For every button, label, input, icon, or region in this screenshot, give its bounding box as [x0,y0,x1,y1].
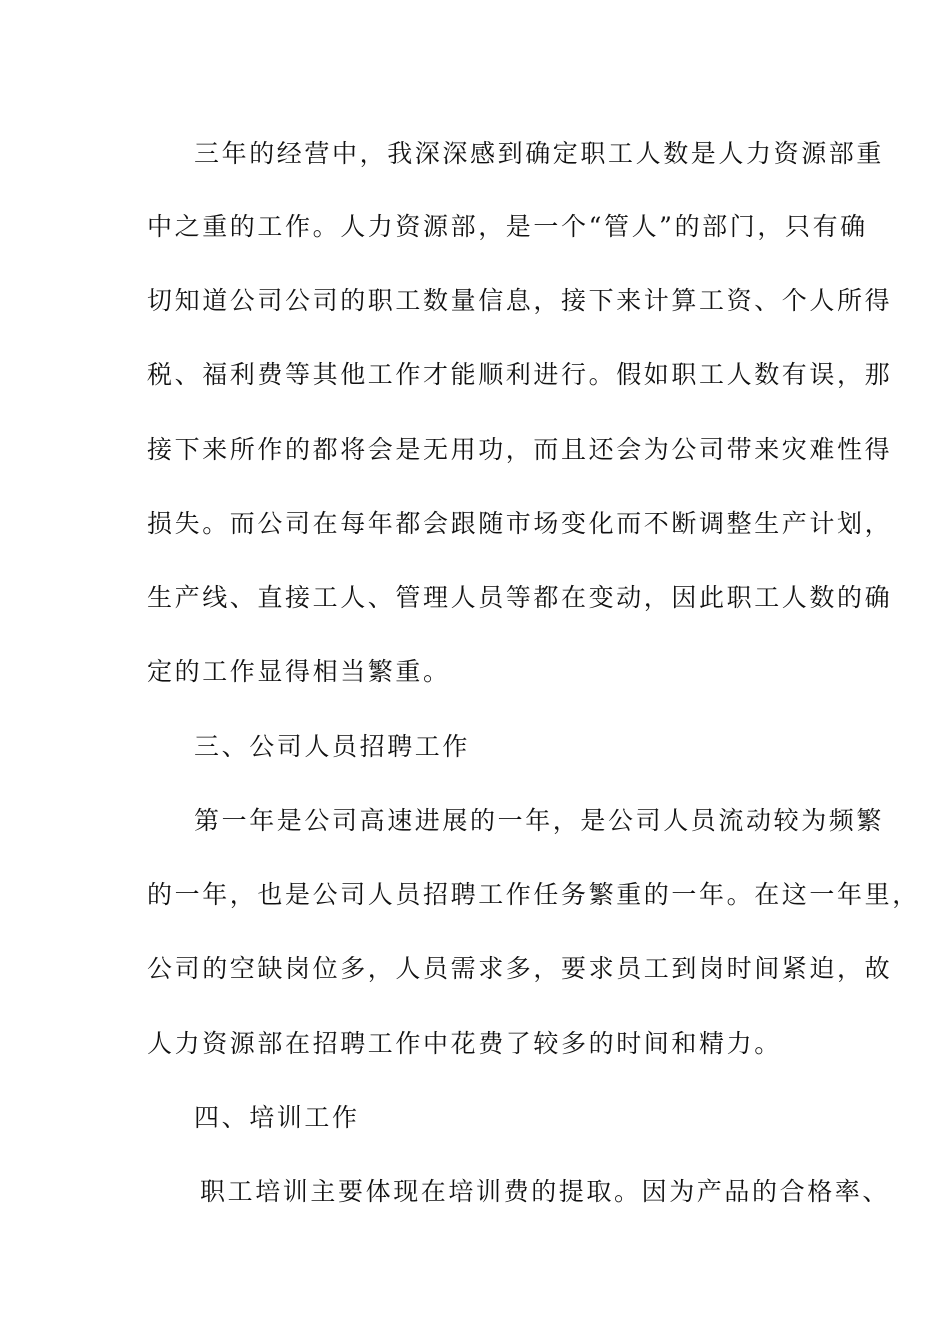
section-heading: 三、公司人员招聘工作 [194,732,471,761]
paragraph-line: 人力资源部在招聘工作中花费了较多的时间和精力。 [147,1029,782,1058]
paragraph-line: 定的工作显得相当繁重。 [147,657,451,686]
paragraph-line: 切知道公司公司的职工数量信息，接下来计算工资、个人所得 [147,286,893,315]
section-heading: 四、培训工作 [194,1103,360,1132]
paragraph-line: 中之重的工作。人力资源部，是一个“管人”的部门，只有确 [147,212,868,241]
paragraph-line: 生产线、直接工人、管理人员等都在变动，因此职工人数的确 [147,583,893,612]
paragraph-line: 接下来所作的都将会是无用功，而且还会为公司带来灾难性得 [147,435,893,464]
paragraph-line: 的一年，也是公司人员招聘工作任务繁重的一年。在这一年里， [147,880,920,909]
paragraph-line: 损失。而公司在每年都会跟随市场变化而不断调整生产计划， [147,509,893,538]
paragraph-line: 职工培训主要体现在培训费的提取。因为产品的合格率、 [200,1177,891,1206]
paragraph-line: 第一年是公司高速进展的一年，是公司人员流动较为频繁 [194,806,885,835]
paragraph-line: 公司的空缺岗位多，人员需求多，要求员工到岗时间紧迫，故 [147,954,893,983]
paragraph-line: 三年的经营中，我深深感到确定职工人数是人力资源部重 [194,139,885,168]
paragraph-line: 税、福利费等其他工作才能顺利进行。假如职工人数有误，那 [147,360,893,389]
